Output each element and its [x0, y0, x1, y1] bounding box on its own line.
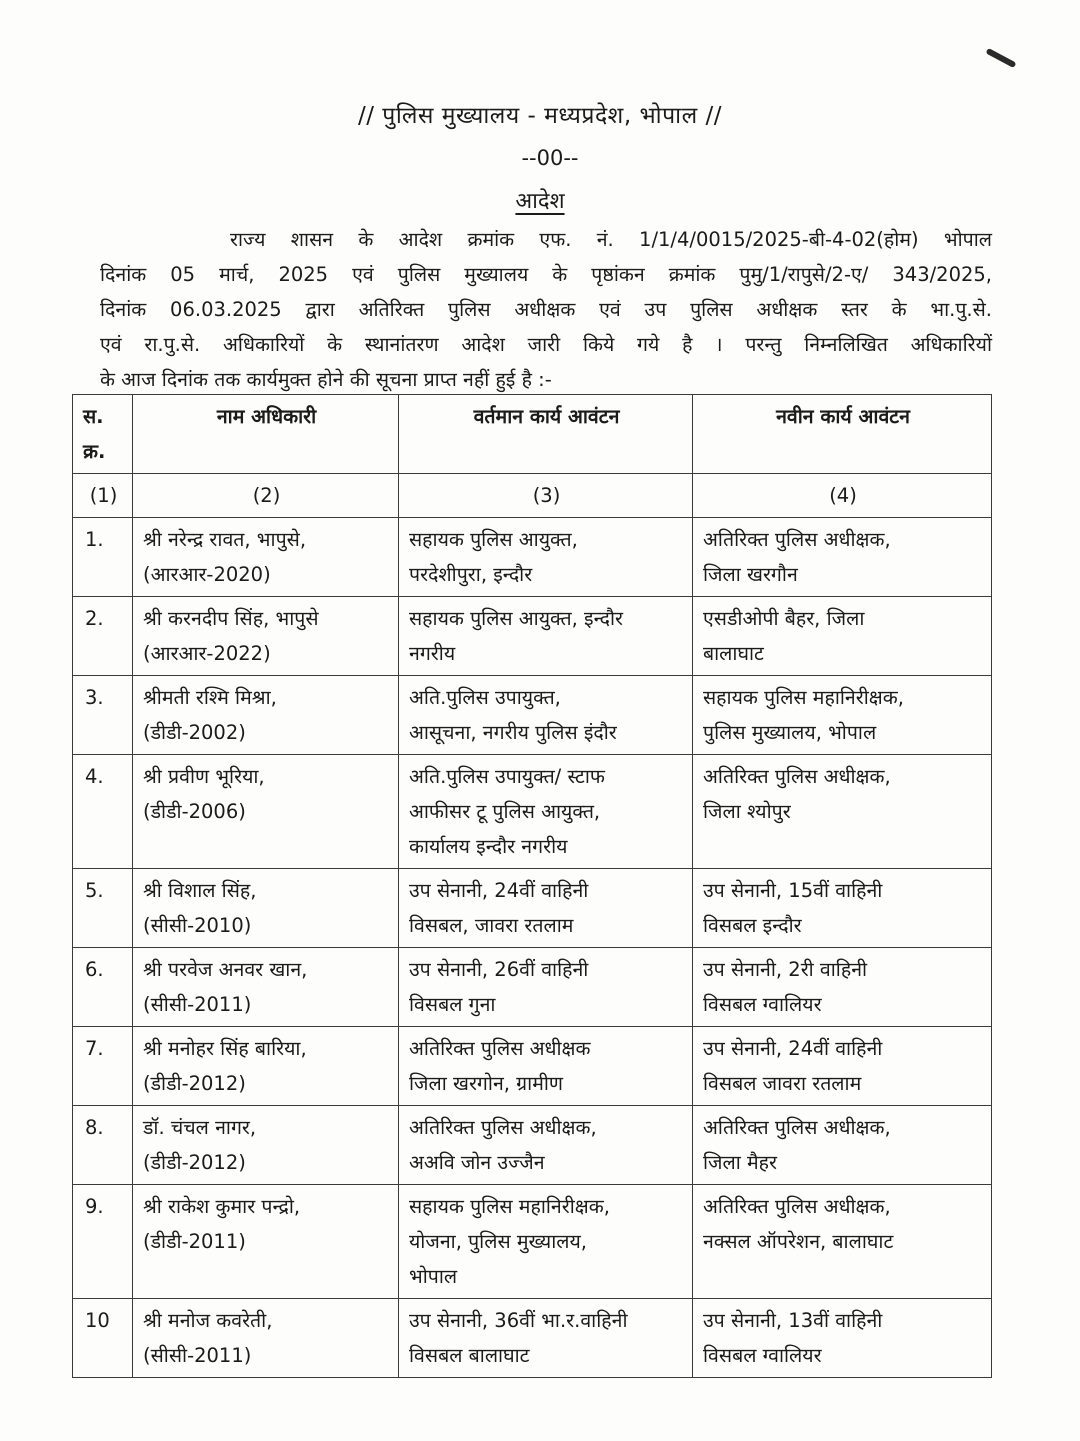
row-new-posting: [693, 1299, 992, 1378]
row-current-posting: [399, 755, 693, 869]
row-new-posting: [693, 1106, 992, 1185]
row-current-posting-line: अति.पुलिस उपायुक्त/ स्टाफ: [409, 765, 605, 788]
row-new-posting: [693, 948, 992, 1027]
row-current-posting: [399, 1027, 693, 1106]
row-officer-name-line: श्री मनोहर सिंह बारिया,: [143, 1037, 307, 1060]
row-current-posting-line: भोपाल: [409, 1265, 458, 1288]
header-current-posting: वर्तमान कार्य आवंटन: [399, 395, 693, 474]
row-current-posting-line: उप सेनानी, 26वीं वाहिनी: [409, 958, 589, 981]
row-current-posting-line: आफीसर टू पुलिस आयुक्त,: [409, 800, 601, 823]
row-current-posting-line: अति.पुलिस उपायुक्त,: [409, 686, 561, 709]
row-new-posting-line: उप सेनानी, 2री वाहिनी: [703, 958, 868, 981]
row-officer-name-line: श्री विशाल सिंह,: [143, 879, 257, 902]
row-officer-name-line: (सीसी-2011): [143, 993, 252, 1016]
row-sno: 2.: [73, 597, 133, 676]
row-current-posting: [399, 597, 693, 676]
row-officer-name-line: (सीसी-2011): [143, 1344, 252, 1367]
row-officer-name-line: (आरआर-2022): [143, 642, 271, 665]
row-officer-name-line: श्री राकेश कुमार पन्द्रो,: [143, 1195, 301, 1218]
row-officer-name-line: (आरआर-2020): [143, 563, 271, 586]
row-current-posting-line: विसबल गुना: [409, 993, 496, 1016]
row-current-posting: [399, 1299, 693, 1378]
row-officer-name: [133, 1299, 399, 1378]
row-current-posting-line: अतिरिक्त पुलिस अधीक्षक,: [409, 1116, 597, 1139]
row-new-posting-line: विसबल ग्वालियर: [703, 1344, 822, 1367]
row-new-posting-line: पुलिस मुख्यालय, भोपाल: [703, 721, 877, 744]
transfer-table: [72, 394, 992, 1378]
row-new-posting: [693, 597, 992, 676]
row-current-posting-line: उप सेनानी, 36वीं भा.र.वाहिनी: [409, 1309, 628, 1332]
table-row: [73, 948, 992, 1027]
row-new-posting-line: विसबल जावरा रतलाम: [703, 1072, 862, 1095]
row-new-posting-line: विसबल इन्दौर: [703, 914, 802, 937]
row-current-posting-line: उप सेनानी, 24वीं वाहिनी: [409, 879, 589, 902]
column-number: (2): [133, 474, 399, 518]
row-new-posting-line: नक्सल ऑपरेशन, बालाघाट: [703, 1230, 894, 1253]
row-current-posting-line: नगरीय: [409, 642, 456, 665]
row-new-posting-line: एसडीओपी बैहर, जिला: [703, 607, 865, 630]
table-row: [73, 1027, 992, 1106]
header-name: नाम अधिकारी: [133, 395, 399, 474]
table-row: [73, 597, 992, 676]
intro-line: राज्य शासन के आदेश क्रमांक एफ. नं. 1/1/4/0015/2025-बी-4-02(होम) भोपाल: [230, 228, 992, 251]
header-sno-line: क्र.: [83, 440, 106, 463]
row-current-posting-line: जिला खरगोन, ग्रामीण: [409, 1072, 564, 1095]
row-current-posting-line: विसबल बालाघाट: [409, 1344, 530, 1367]
row-officer-name-line: (डीडी-2002): [143, 721, 246, 744]
row-current-posting-line: अअवि जोन उज्जैन: [409, 1151, 545, 1174]
row-officer-name: [133, 869, 399, 948]
row-sno: 9.: [73, 1185, 133, 1299]
row-new-posting-line: अतिरिक्त पुलिस अधीक्षक,: [703, 765, 891, 788]
row-current-posting-line: सहायक पुलिस आयुक्त,: [409, 528, 578, 551]
intro-paragraph: [100, 222, 992, 397]
header-sno: [73, 395, 133, 474]
row-officer-name: [133, 597, 399, 676]
row-officer-name: [133, 518, 399, 597]
row-current-posting-line: अतिरिक्त पुलिस अधीक्षक: [409, 1037, 591, 1060]
row-current-posting-line: आसूचना, नगरीय पुलिस इंदौर: [409, 721, 617, 744]
row-current-posting: [399, 1106, 693, 1185]
row-officer-name-line: डॉ. चंचल नागर,: [143, 1116, 257, 1139]
row-current-posting-line: विसबल, जावरा रतलाम: [409, 914, 574, 937]
table-row: [73, 869, 992, 948]
table-row: [73, 1106, 992, 1185]
row-new-posting-line: जिला श्योपुर: [703, 800, 791, 823]
row-officer-name-line: श्री करनदीप सिंह, भापुसे: [143, 607, 319, 630]
column-number: (4): [693, 474, 992, 518]
table-row: [73, 1299, 992, 1378]
row-new-posting: [693, 1185, 992, 1299]
column-number-row: [73, 474, 992, 518]
row-current-posting: [399, 518, 693, 597]
table-row: [73, 676, 992, 755]
row-new-posting-line: विसबल ग्वालियर: [703, 993, 822, 1016]
intro-line: दिनांक 06.03.2025 द्वारा अतिरिक्त पुलिस अधीक्षक एवं उप पुलिस अधीक्षक स्तर के भा.पु.से.: [100, 298, 992, 321]
column-number: (1): [73, 474, 133, 518]
row-new-posting-line: अतिरिक्त पुलिस अधीक्षक,: [703, 1116, 891, 1139]
row-new-posting: [693, 869, 992, 948]
table-row: [73, 518, 992, 597]
row-officer-name-line: (डीडी-2012): [143, 1151, 246, 1174]
row-officer-name-line: (डीडी-2012): [143, 1072, 246, 1095]
row-new-posting-line: जिला मैहर: [703, 1151, 777, 1174]
column-number: (3): [399, 474, 693, 518]
row-current-posting-line: परदेशीपुरा, इन्दौर: [409, 563, 533, 586]
intro-line: एवं रा.पु.से. अधिकारियों के स्थानांतरण आदेश जारी किये गये है । परन्तु निम्नलिखित अधिकारियों: [100, 333, 992, 356]
row-new-posting-line: सहायक पुलिस महानिरीक्षक,: [703, 686, 904, 709]
row-new-posting: [693, 676, 992, 755]
row-current-posting: [399, 869, 693, 948]
row-officer-name-line: श्री नरेन्द्र रावत, भापुसे,: [143, 528, 307, 551]
office-heading: // पुलिस मुख्यालय - मध्यप्रदेश, भोपाल //: [358, 103, 722, 129]
row-officer-name-line: श्री परवेज अनवर खान,: [143, 958, 308, 981]
row-new-posting-line: अतिरिक्त पुलिस अधीक्षक,: [703, 1195, 891, 1218]
row-sno: 10: [73, 1299, 133, 1378]
row-current-posting: [399, 676, 693, 755]
header-sno-line: स.: [83, 405, 104, 428]
table-row: [73, 755, 992, 869]
row-officer-name-line: (डीडी-2011): [143, 1230, 246, 1253]
row-new-posting: [693, 755, 992, 869]
row-sno: 6.: [73, 948, 133, 1027]
row-current-posting-line: सहायक पुलिस महानिरीक्षक,: [409, 1195, 610, 1218]
row-officer-name: [133, 1106, 399, 1185]
row-new-posting-line: उप सेनानी, 24वीं वाहिनी: [703, 1037, 883, 1060]
row-new-posting-line: उप सेनानी, 13वीं वाहिनी: [703, 1309, 883, 1332]
row-new-posting-line: बालाघाट: [703, 642, 764, 665]
row-sno: 8.: [73, 1106, 133, 1185]
row-officer-name: [133, 1027, 399, 1106]
table-header-row: [73, 395, 992, 474]
row-new-posting-line: जिला खरगौन: [703, 563, 798, 586]
row-new-posting-line: अतिरिक्त पुलिस अधीक्षक,: [703, 528, 891, 551]
header-new-posting: नवीन कार्य आवंटन: [693, 395, 992, 474]
row-new-posting: [693, 1027, 992, 1106]
intro-line: दिनांक 05 मार्च, 2025 एवं पुलिस मुख्यालय के पृष्ठांकन क्रमांक पुमु/1/रापुसे/2-ए/ 343/2025,: [100, 263, 992, 286]
row-current-posting-line: कार्यालय इन्दौर नगरीय: [409, 835, 568, 858]
row-officer-name-line: श्री मनोज कवरेती,: [143, 1309, 273, 1332]
row-current-posting: [399, 1185, 693, 1299]
row-current-posting-line: योजना, पुलिस मुख्यालय,: [409, 1230, 587, 1253]
row-sno: 4.: [73, 755, 133, 869]
row-officer-name-line: (डीडी-2006): [143, 800, 246, 823]
row-officer-name-line: श्री प्रवीण भूरिया,: [143, 765, 265, 788]
row-current-posting-line: सहायक पुलिस आयुक्त, इन्दौर: [409, 607, 623, 630]
separator: --00--: [521, 146, 579, 170]
row-new-posting-line: उप सेनानी, 15वीं वाहिनी: [703, 879, 883, 902]
table-row: [73, 1185, 992, 1299]
row-officer-name-line: श्रीमती रश्मि मिश्रा,: [143, 686, 277, 709]
row-officer-name-line: (सीसी-2010): [143, 914, 252, 937]
intro-line: के आज दिनांक तक कार्यमुक्त होने की सूचना प्राप्त नहीं हुई है :-: [100, 368, 552, 391]
row-sno: 7.: [73, 1027, 133, 1106]
order-title: आदेश: [515, 189, 565, 214]
row-officer-name: [133, 676, 399, 755]
row-new-posting: [693, 518, 992, 597]
row-current-posting: [399, 948, 693, 1027]
row-sno: 3.: [73, 676, 133, 755]
row-officer-name: [133, 755, 399, 869]
pen-mark: [985, 48, 1016, 68]
row-sno: 1.: [73, 518, 133, 597]
table-body: [73, 518, 992, 1378]
row-officer-name: [133, 948, 399, 1027]
row-officer-name: [133, 1185, 399, 1299]
row-sno: 5.: [73, 869, 133, 948]
